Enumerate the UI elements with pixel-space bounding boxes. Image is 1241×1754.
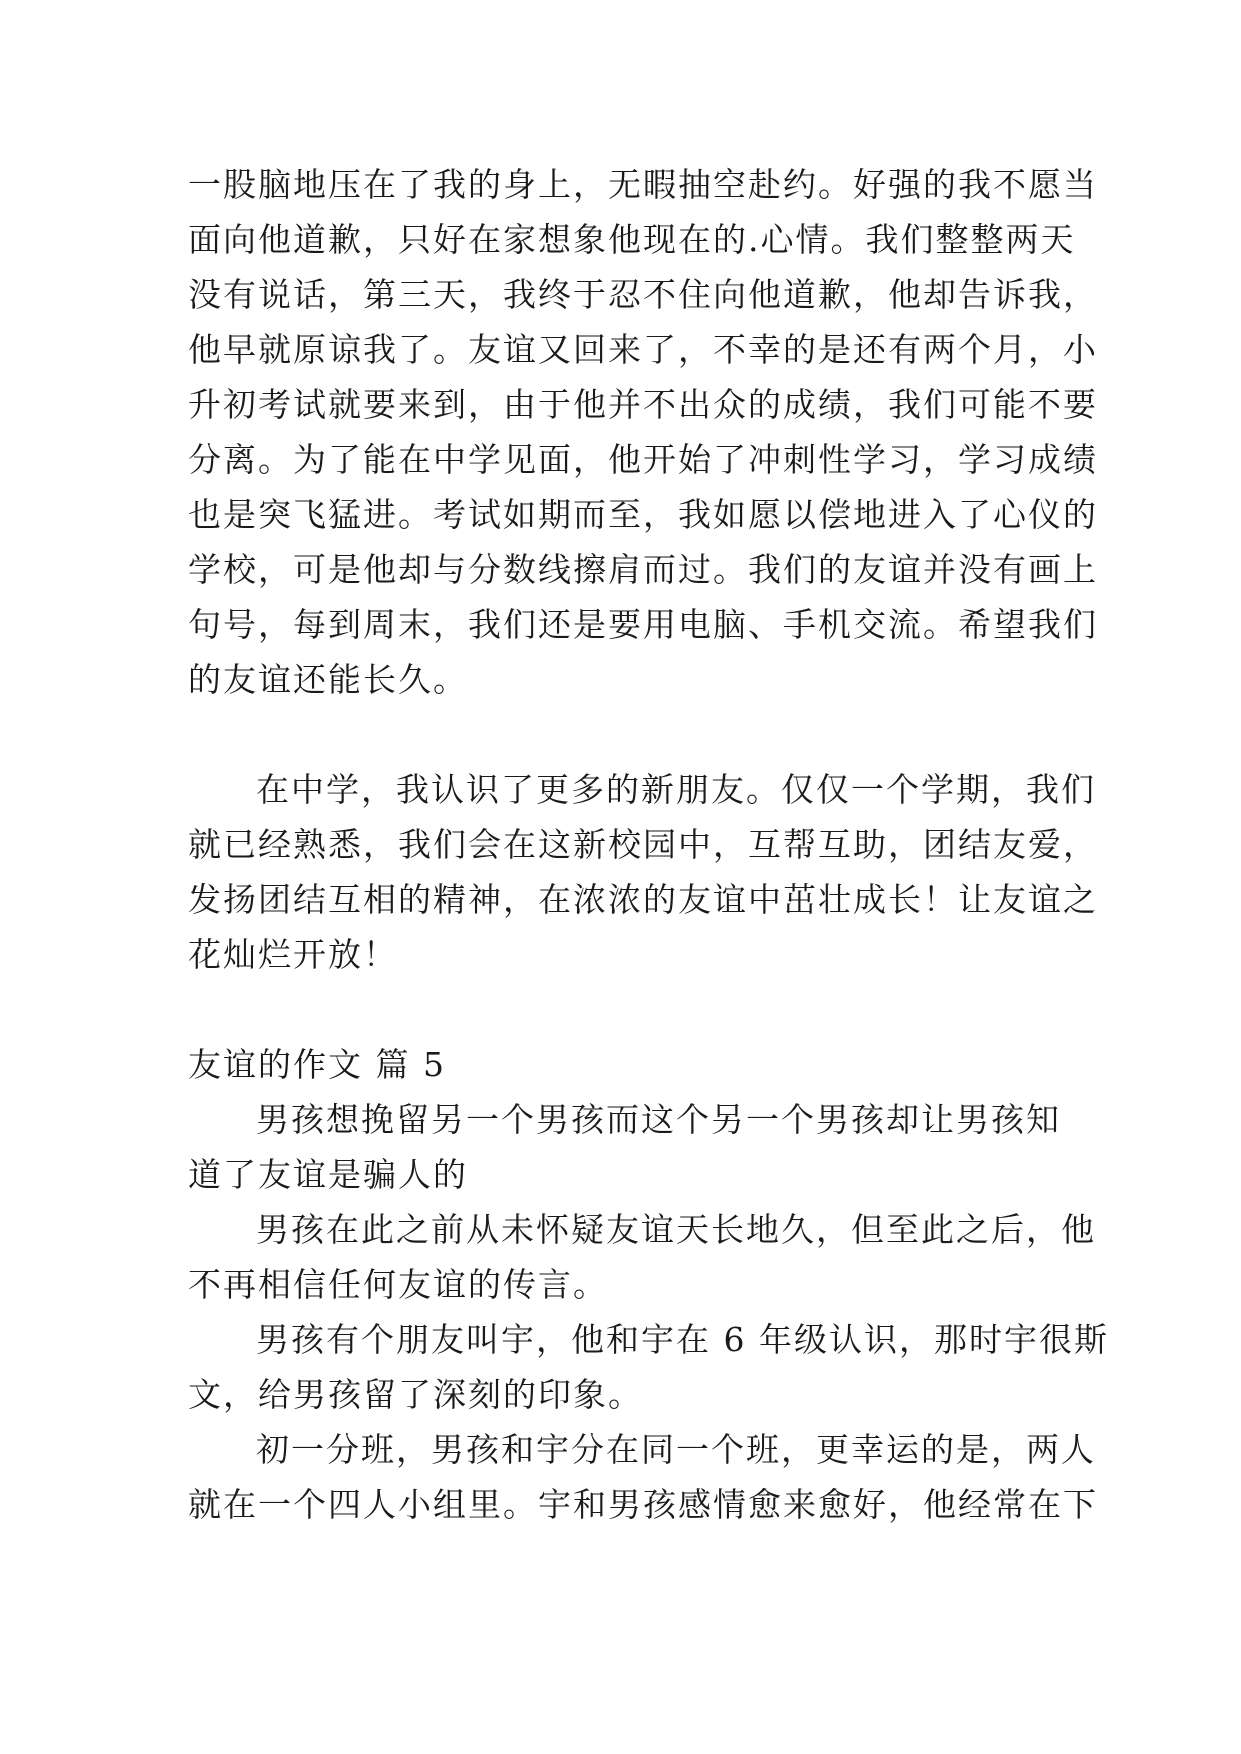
text-line: 面向他道歉，只好在家想象他现在的.心情。我们整整两天	[188, 220, 1076, 259]
text-line: 的友谊还能长久。	[188, 660, 468, 699]
text-line: 在中学，我认识了更多的新朋友。仅仅一个学期，我们	[256, 770, 1096, 809]
text-line: 男孩有个朋友叫宇，他和宇在 6 年级认识，那时宇很斯	[256, 1320, 1109, 1359]
text-line: 句号，每到周末，我们还是要用电脑、手机交流。希望我们	[188, 605, 1098, 644]
text-line: 一股脑地压在了我的身上，无暇抽空赴约。好强的我不愿当	[188, 165, 1098, 204]
text-line: 没有说话，第三天，我终于忍不住向他道歉，他却告诉我，	[188, 275, 1098, 314]
section-heading: 友谊的作文 篇 5	[188, 1045, 446, 1084]
text-line: 男孩想挽留另一个男孩而这个另一个男孩却让男孩知	[256, 1100, 1061, 1139]
text-line: 男孩在此之前从未怀疑友谊天长地久，但至此之后，他	[256, 1210, 1096, 1249]
text-line: 就已经熟悉，我们会在这新校园中，互帮互助，团结友爱，	[188, 825, 1098, 864]
text-line: 花灿烂开放！	[188, 935, 398, 974]
text-line: 就在一个四人小组里。宇和男孩感情愈来愈好，他经常在下	[188, 1485, 1098, 1524]
text-line: 文，给男孩留了深刻的印象。	[188, 1375, 643, 1414]
text-line: 也是突飞猛进。考试如期而至，我如愿以偿地进入了心仪的	[188, 495, 1098, 534]
text-line: 学校，可是他却与分数线擦肩而过。我们的友谊并没有画上	[188, 550, 1098, 589]
text-line: 发扬团结互相的精神，在浓浓的友谊中茁壮成长！让友谊之	[188, 880, 1098, 919]
text-line: 分离。为了能在中学见面，他开始了冲刺性学习，学习成绩	[188, 440, 1098, 479]
essay-body	[188, 1092, 1109, 1532]
paragraph-middle-school	[188, 762, 1098, 982]
text-line: 道了友谊是骗人的	[188, 1155, 468, 1194]
text-line: 不再相信任何友谊的传言。	[188, 1265, 608, 1304]
text-line: 初一分班，男孩和宇分在同一个班，更幸运的是，两人	[256, 1430, 1096, 1469]
text-line: 他早就原谅我了。友谊又回来了，不幸的是还有两个月，小	[188, 330, 1098, 369]
paragraph-continued	[188, 157, 1098, 707]
text-line: 升初考试就要来到，由于他并不出众的成绩，我们可能不要	[188, 385, 1098, 424]
